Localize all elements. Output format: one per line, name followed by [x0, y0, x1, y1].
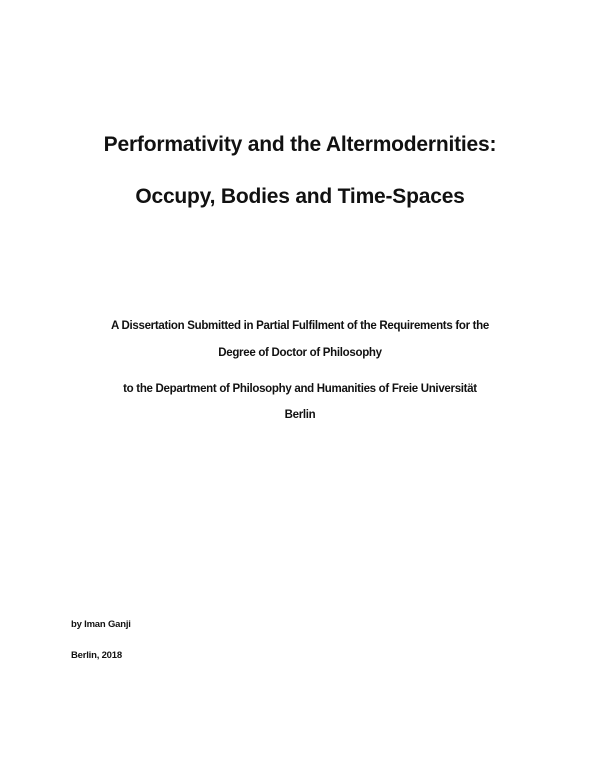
title-line-1: Performativity and the Altermodernities:: [103, 133, 497, 156]
place-date-line: Berlin, 2018: [71, 650, 122, 661]
submission-line-4: Berlin: [284, 409, 316, 421]
submission-line-1: A Dissertation Submitted in Partial Fulfilment of the Requirements for the: [111, 320, 489, 332]
author-line: by Iman Ganji: [71, 619, 131, 630]
submission-line-3: to the Department of Philosophy and Humanities of Freie Universität: [123, 383, 477, 395]
title-line-2: Occupy, Bodies and Time-Spaces: [135, 185, 465, 208]
submission-line-2: Degree of Doctor of Philosophy: [218, 347, 382, 359]
